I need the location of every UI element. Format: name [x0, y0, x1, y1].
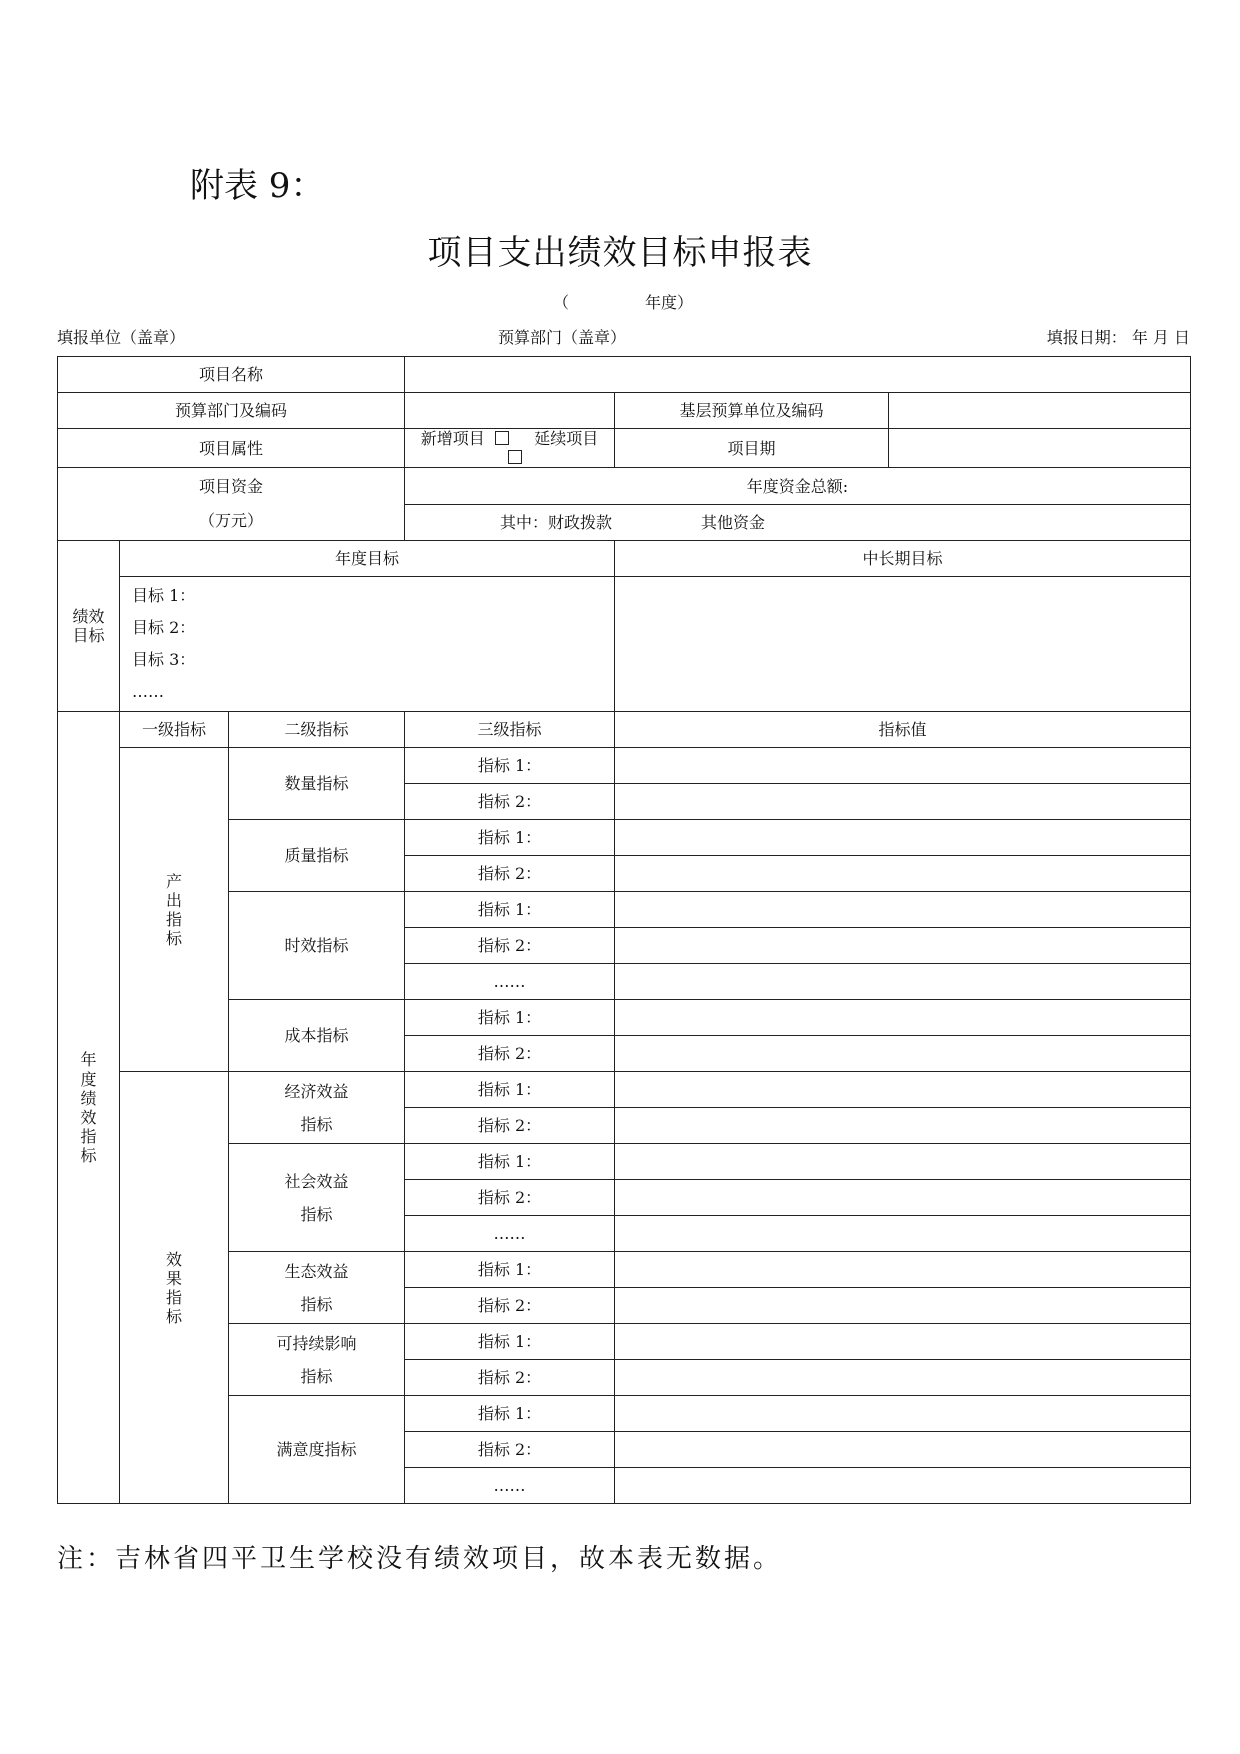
project-name-value[interactable]	[405, 357, 1191, 393]
indicator-value-cell[interactable]	[615, 964, 1191, 1000]
output-char: 指	[165, 909, 182, 929]
indicators-side-char: 标	[80, 1146, 97, 1166]
project-period-label: 项目期	[615, 429, 889, 468]
goal-item: ……	[132, 682, 164, 702]
goals-side-char: 目标	[72, 626, 105, 646]
funds-label: 项目资金	[198, 477, 263, 497]
indicator-1-label: 指标 1：	[405, 1396, 615, 1432]
indicator-2-label: 指标 2：	[405, 1432, 615, 1468]
project-attr-label: 项目属性	[58, 429, 405, 468]
indicator-value-cell[interactable]	[615, 1432, 1191, 1468]
effect-char: 效	[165, 1249, 182, 1269]
indicator-value-cell[interactable]	[615, 1000, 1191, 1036]
long-term-goal-header: 中长期目标	[615, 541, 1191, 577]
indicator-value-cell[interactable]	[615, 1108, 1191, 1144]
appendix-label: 附表 9：	[190, 166, 325, 206]
indicator-value-cell[interactable]	[615, 1324, 1191, 1360]
indicator-value-cell[interactable]	[615, 748, 1191, 784]
annual-goal-cell[interactable]	[120, 577, 615, 712]
indicator-value-cell[interactable]	[615, 1072, 1191, 1108]
social-line: 指标	[300, 1204, 333, 1224]
other-funds-label: 其他资金	[701, 513, 766, 533]
funds-unit: （万元）	[198, 511, 263, 531]
year-label: 年度）	[645, 293, 694, 312]
annual-total-label: 年度资金总额:	[746, 476, 849, 496]
timeliness-indicator-label: 时效指标	[229, 892, 405, 1000]
indicators-side-char: 效	[80, 1107, 97, 1127]
indicator-value-cell[interactable]	[615, 1180, 1191, 1216]
indicator-ellipsis: ……	[405, 1468, 615, 1504]
effect-char: 果	[165, 1268, 182, 1288]
indicator-2-label: 指标 2：	[405, 1288, 615, 1324]
sustainable-indicator-label	[229, 1324, 405, 1396]
project-period-value[interactable]	[889, 429, 1191, 468]
indicator-value-cell[interactable]	[615, 928, 1191, 964]
col-header-value: 指标值	[615, 712, 1191, 748]
annual-goal-header: 年度目标	[120, 541, 615, 577]
col-header-level3: 三级指标	[405, 712, 615, 748]
continued-project-label: 延续项目	[534, 429, 599, 448]
performance-form-table	[57, 356, 1191, 1504]
goals-side-label	[58, 541, 120, 712]
indicator-2-label: 指标 2：	[405, 784, 615, 820]
indicator-2-label: 指标 2：	[405, 928, 615, 964]
indicators-side-char: 绩	[80, 1088, 97, 1108]
indicator-ellipsis: ……	[405, 1216, 615, 1252]
indicator-2-label: 指标 2：	[405, 1108, 615, 1144]
indicator-1-label: 指标 1：	[405, 1000, 615, 1036]
new-project-checkbox[interactable]	[495, 431, 509, 445]
output-indicators-label	[120, 748, 229, 1072]
indicators-side-label	[58, 712, 120, 1504]
footnote: 注：吉林省四平卫生学校没有绩效项目，故本表无数据。	[57, 1544, 783, 1574]
economic-line: 经济效益	[284, 1081, 349, 1101]
ecological-line: 生态效益	[284, 1261, 349, 1281]
quality-indicator-label: 质量指标	[229, 820, 405, 892]
indicator-2-label: 指标 2：	[405, 1180, 615, 1216]
economic-indicator-label	[229, 1072, 405, 1144]
indicator-value-cell[interactable]	[615, 1396, 1191, 1432]
indicator-1-label: 指标 1：	[405, 1252, 615, 1288]
indicator-2-label: 指标 2：	[405, 1036, 615, 1072]
indicator-1-label: 指标 1：	[405, 1324, 615, 1360]
effect-char: 标	[165, 1307, 182, 1327]
indicator-value-cell[interactable]	[615, 1360, 1191, 1396]
indicators-side-char: 指	[80, 1127, 97, 1147]
effect-char: 指	[165, 1287, 182, 1307]
ecological-indicator-label	[229, 1252, 405, 1324]
base-unit-code-label: 基层预算单位及编码	[615, 393, 889, 429]
economic-line: 指标	[300, 1114, 333, 1134]
indicators-side-char: 度	[80, 1069, 97, 1089]
form-title: 项目支出绩效目标申报表	[427, 233, 813, 273]
quantity-indicator-label: 数量指标	[229, 748, 405, 820]
output-char: 出	[165, 890, 182, 910]
sustainable-line: 可持续影响	[276, 1333, 357, 1353]
dept-code-label: 预算部门及编码	[58, 393, 405, 429]
filler-unit-label: 填报单位（盖章）	[57, 328, 186, 347]
indicator-value-cell[interactable]	[615, 1252, 1191, 1288]
effect-indicators-label	[120, 1072, 229, 1504]
indicator-1-label: 指标 1：	[405, 1144, 615, 1180]
indicator-value-cell[interactable]	[615, 1468, 1191, 1504]
indicator-2-label: 指标 2：	[405, 856, 615, 892]
continued-project-checkbox[interactable]	[508, 450, 522, 464]
sustainable-line: 指标	[300, 1366, 333, 1386]
fiscal-funds-label: 其中：财政拨款	[499, 513, 612, 533]
annual-total-cell[interactable]	[405, 468, 1191, 505]
goal-item: 目标 3：	[132, 650, 196, 670]
cost-indicator-label: 成本指标	[229, 1000, 405, 1072]
indicator-value-cell[interactable]	[615, 1288, 1191, 1324]
indicator-1-label: 指标 1：	[405, 892, 615, 928]
funds-label-cell	[58, 468, 405, 541]
indicator-value-cell[interactable]	[615, 1036, 1191, 1072]
col-header-level1: 一级指标	[120, 712, 229, 748]
goals-side-char: 绩效	[72, 607, 105, 627]
project-name-label: 项目名称	[58, 357, 405, 393]
indicator-value-cell[interactable]	[615, 892, 1191, 928]
ecological-line: 指标	[300, 1294, 333, 1314]
col-header-level2: 二级指标	[229, 712, 405, 748]
long-term-goal-cell[interactable]	[615, 577, 1191, 712]
output-char: 标	[165, 929, 182, 949]
social-line: 社会效益	[284, 1171, 349, 1191]
dept-code-value[interactable]	[405, 393, 615, 429]
indicator-1-label: 指标 1：	[405, 1072, 615, 1108]
goal-item: 目标 1：	[132, 586, 196, 606]
indicators-side-char: 年	[80, 1050, 97, 1070]
funds-breakdown-cell[interactable]	[405, 504, 1191, 541]
indicator-1-label: 指标 1：	[405, 748, 615, 784]
indicator-2-label: 指标 2：	[405, 1360, 615, 1396]
indicator-value-cell[interactable]	[615, 784, 1191, 820]
indicator-value-cell[interactable]	[615, 1216, 1191, 1252]
indicator-value-cell[interactable]	[615, 820, 1191, 856]
indicator-1-label: 指标 1：	[405, 820, 615, 856]
fill-date-label: 填报日期： 年 月 日	[1046, 328, 1190, 347]
new-project-label: 新增项目	[420, 429, 485, 448]
goal-item: 目标 2：	[132, 618, 196, 638]
base-unit-code-value[interactable]	[889, 393, 1191, 429]
social-indicator-label	[229, 1144, 405, 1252]
indicator-ellipsis: ……	[405, 964, 615, 1000]
budget-dept-label: 预算部门（盖章）	[498, 328, 627, 347]
satisfaction-indicator-label: 满意度指标	[229, 1396, 405, 1504]
year-open-paren: （	[553, 293, 570, 312]
indicator-value-cell[interactable]	[615, 1144, 1191, 1180]
indicator-value-cell[interactable]	[615, 856, 1191, 892]
output-char: 产	[165, 871, 182, 891]
project-attr-options	[405, 429, 615, 468]
